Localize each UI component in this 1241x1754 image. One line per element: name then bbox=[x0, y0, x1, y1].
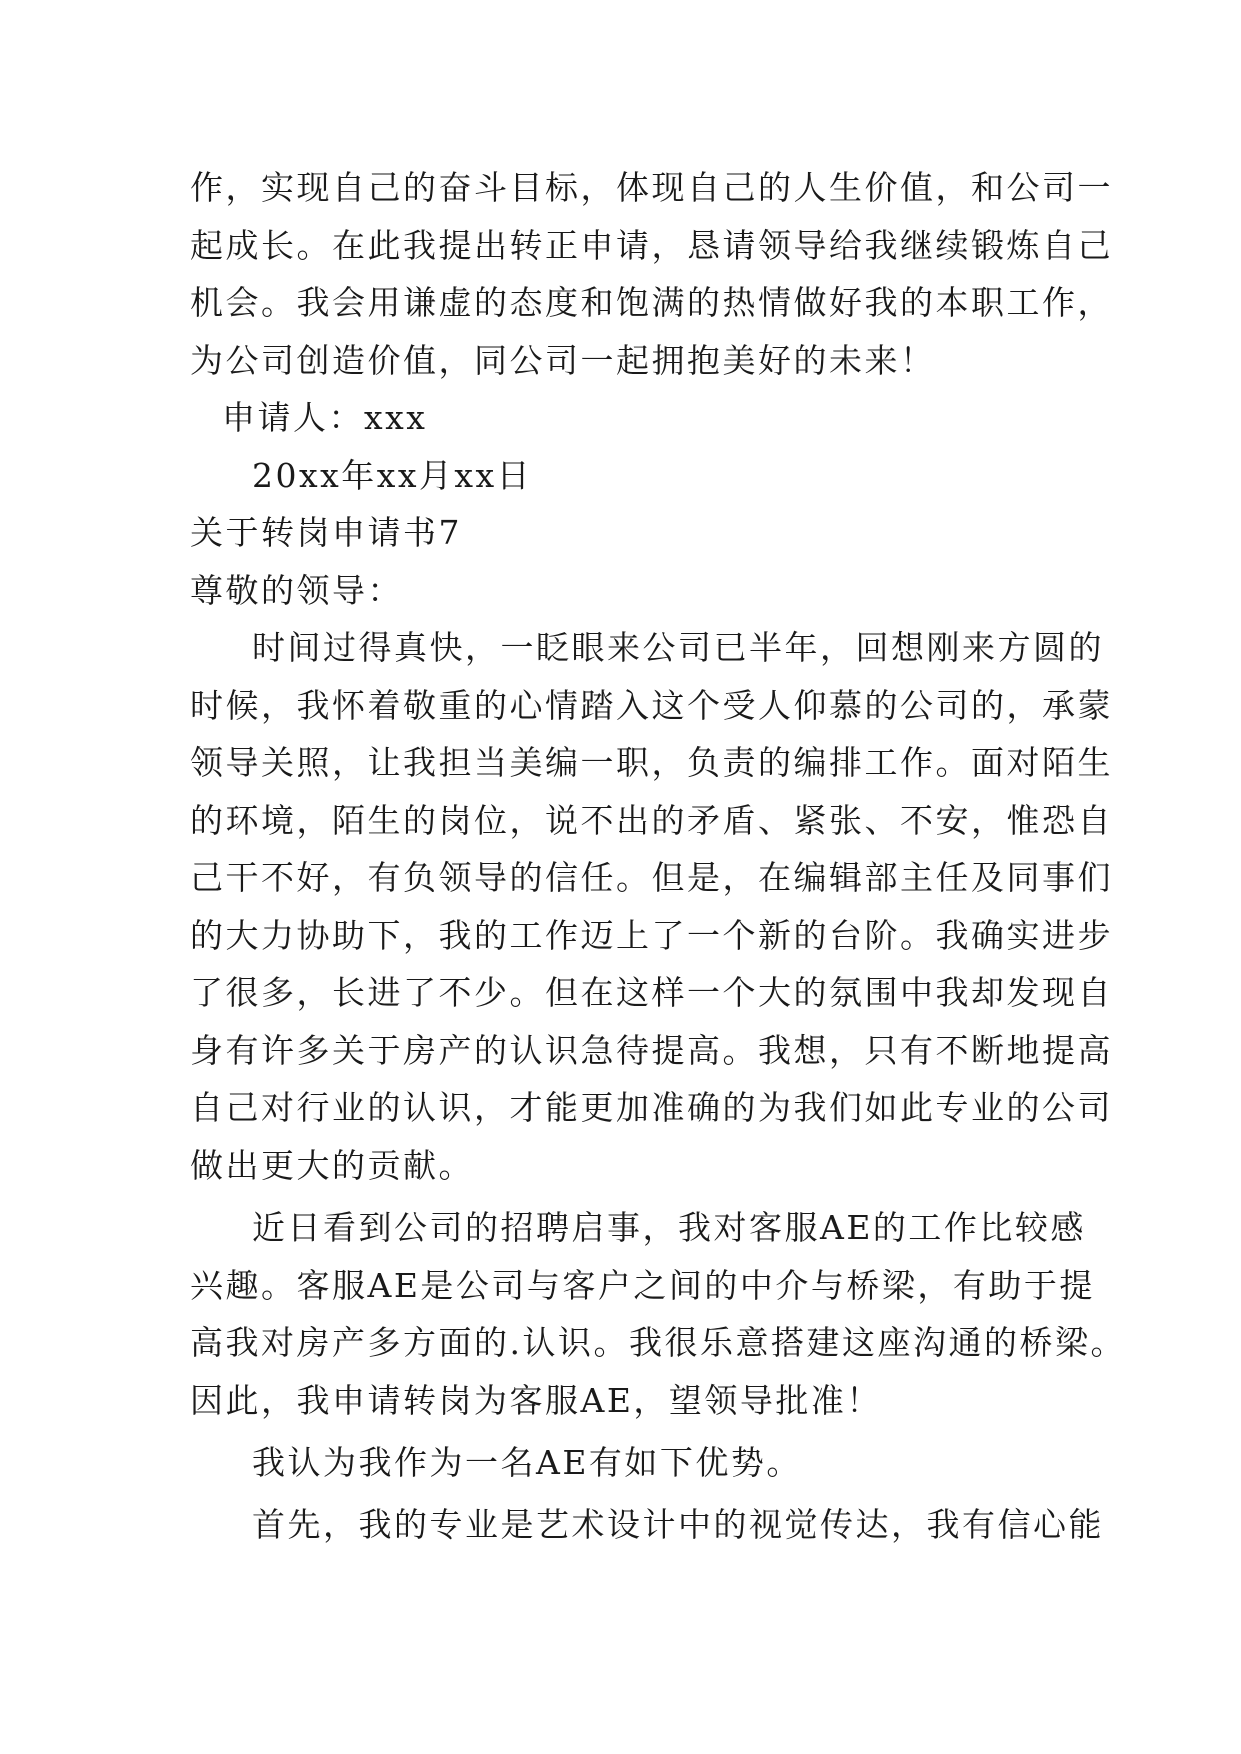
paragraph-line: 为公司创造价值，同公司一起拥抱美好的未来！ bbox=[190, 341, 936, 380]
paragraph-line: 机会。我会用谦虚的态度和饱满的热情做好我的本职工作， bbox=[190, 283, 1113, 322]
paragraph-line: 身有许多关于房产的认识急待提高。我想，只有不断地提高 bbox=[190, 1031, 1113, 1070]
paragraph-line: 起成长。在此我提出转正申请，恳请领导给我继续锻炼自己 bbox=[190, 226, 1113, 265]
salutation: 尊敬的领导： bbox=[190, 571, 403, 610]
paragraph-line: 了很多，长进了不少。但在这样一个大的氛围中我却发现自 bbox=[190, 973, 1113, 1012]
paragraph-line: 领导关照，让我担当美编一职，负责的编排工作。面对陌生 bbox=[190, 743, 1113, 782]
paragraph-line: 自己对行业的认识，才能更加准确的为我们如此专业的公司 bbox=[190, 1088, 1113, 1127]
paragraph-line: 因此，我申请转岗为客服AE，望领导批准！ bbox=[190, 1381, 882, 1420]
paragraph-line: 作，实现自己的奋斗目标，体现自己的人生价值，和公司一 bbox=[190, 168, 1113, 207]
paragraph-line: 近日看到公司的招聘启事，我对客服AE的工作比较感 bbox=[252, 1208, 1086, 1247]
paragraph-line: 己干不好，有负领导的信任。但是，在编辑部主任及同事们 bbox=[190, 858, 1113, 897]
paragraph-line: 的大力协助下，我的工作迈上了一个新的台阶。我确实进步 bbox=[190, 916, 1113, 955]
paragraph-line: 时间过得真快，一眨眼来公司已半年，回想刚来方圆的 bbox=[252, 628, 1104, 667]
paragraph-line: 做出更大的贡献。 bbox=[190, 1146, 474, 1185]
section-title: 关于转岗申请书7 bbox=[190, 513, 462, 552]
signature-date: 20xx年xx月xx日 bbox=[252, 456, 533, 495]
paragraph-line: 首先，我的专业是艺术设计中的视觉传达，我有信心能 bbox=[252, 1505, 1104, 1544]
paragraph-line: 我认为我作为一名AE有如下优势。 bbox=[252, 1443, 802, 1482]
paragraph-line: 高我对房产多方面的.认识。我很乐意搭建这座沟通的桥梁。 bbox=[190, 1323, 1126, 1362]
paragraph-line: 时候，我怀着敬重的心情踏入这个受人仰慕的公司的，承蒙 bbox=[190, 686, 1113, 725]
paragraph-line: 兴趣。客服AE是公司与客户之间的中介与桥梁，有助于提 bbox=[190, 1266, 1095, 1305]
applicant-signature: 申请人：xxx bbox=[222, 398, 428, 437]
paragraph-line: 的环境，陌生的岗位，说不出的矛盾、紧张、不安，惟恐自 bbox=[190, 801, 1113, 840]
